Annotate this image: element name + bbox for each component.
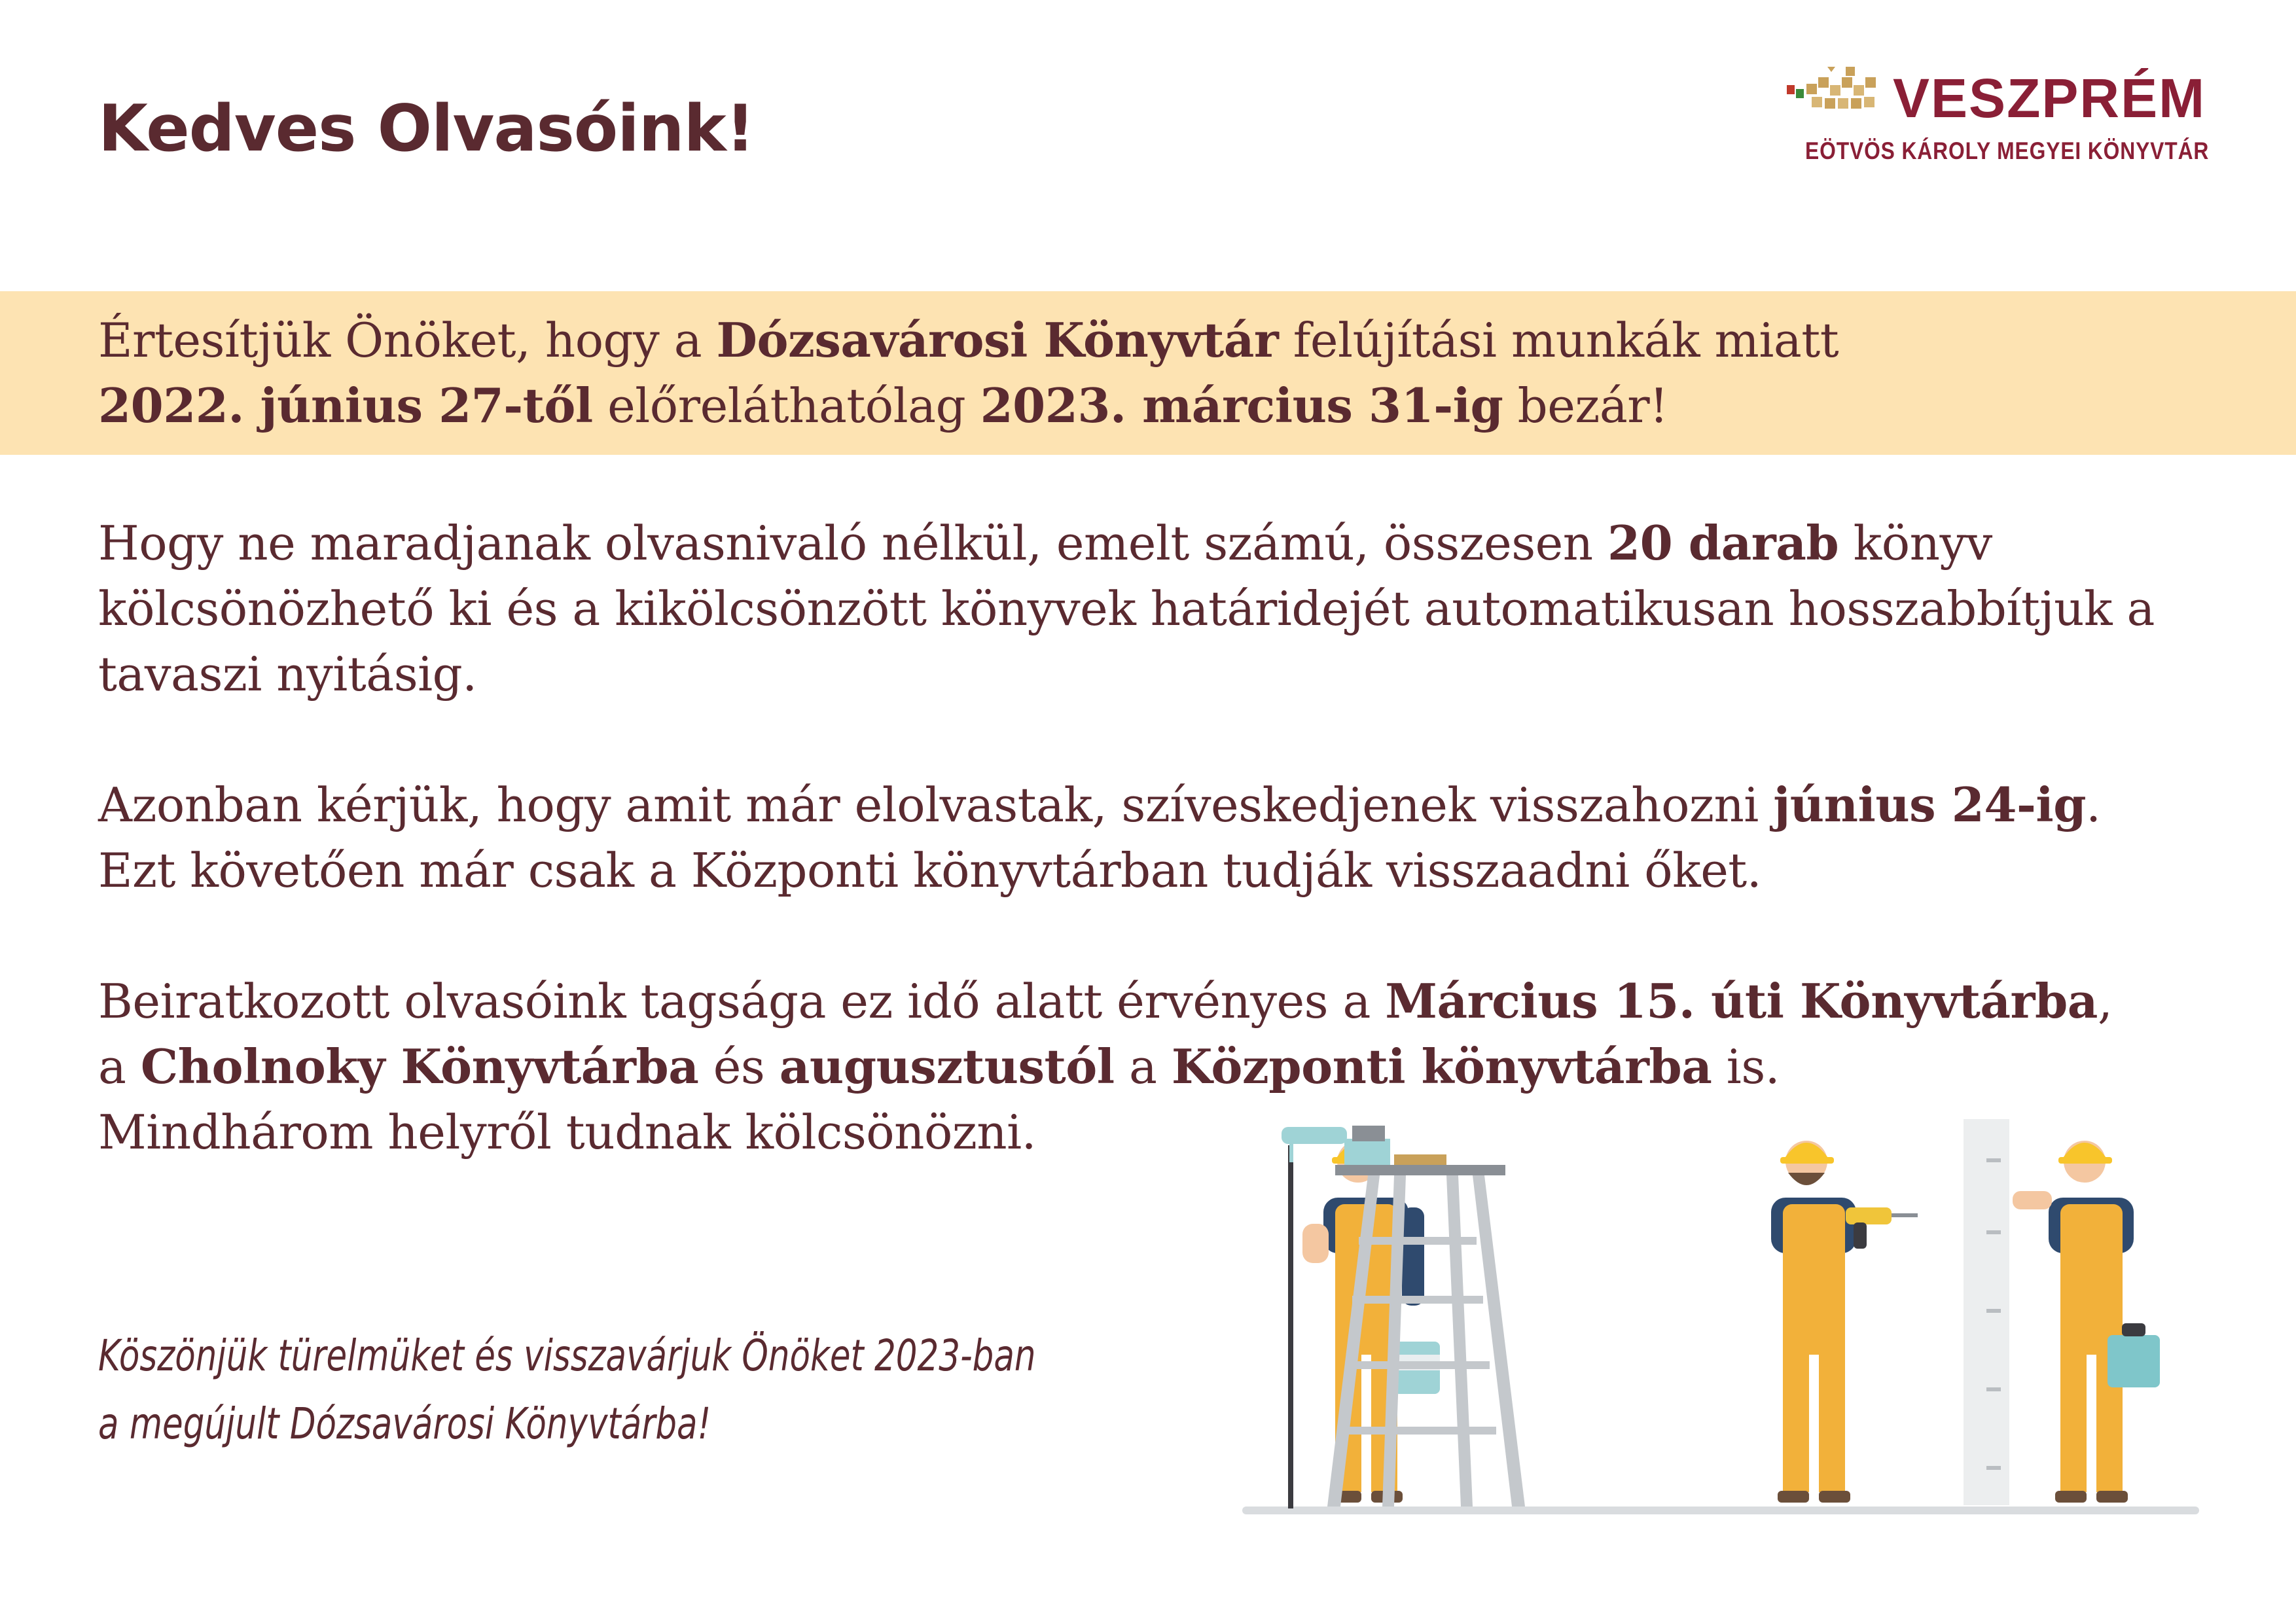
library-logo xyxy=(1787,65,2210,170)
library-name: Dózsavárosi Könyvtár xyxy=(716,312,1279,368)
wall-panel xyxy=(1964,1119,2009,1505)
thank-you-note: Köszönjük türelmüket és visszavárjuk Önöket 2023-ban a megújult Dózsavárosi Könyvtárba! xyxy=(98,1330,1036,1449)
membership-info-paragraph: Beiratkozott olvasóink tagsága ez idő alatt érvényes a Március 15. úti Könyvtárba, a Cholnoky Könyvtárba és augusztustól a Központi könyvtárba is. Mindhárom helyről tudnak kölcsönözni. xyxy=(98,973,2113,1160)
closing-date: 2022. június 27-től xyxy=(98,378,593,433)
logo-emblem-icon xyxy=(1787,65,1885,124)
ground-line xyxy=(1242,1507,2199,1514)
worker-driller xyxy=(1771,1141,1918,1503)
return-deadline: június 24-ig xyxy=(1773,777,2087,832)
loan-info-paragraph: Hogy ne maradjanak olvasnivaló nélkül, emelt számú, összesen 20 darab könyv kölcsönözhető ki és a kikölcsönzött könyvek határidejét automatikusan hosszabbítjuk a tavaszi nyitásig. xyxy=(98,515,2155,702)
branch-central: Központi könyvtárba xyxy=(1171,1039,1712,1094)
branch-marcius: Március 15. úti Könyvtárba xyxy=(1385,973,2098,1029)
construction-workers-illustration xyxy=(1230,1099,2212,1525)
return-info-paragraph: Azonban kérjük, hogy amit már elolvastak, szíveskedjenek visszahozni június 24-ig. Ezt követően már csak a Központi könyvtárban tudják visszaadni őket. xyxy=(98,777,2101,898)
greeting-heading: Kedves Olvasóink! xyxy=(98,92,755,166)
closure-notice: Értesítjük Önöket, hogy a Dózsavárosi Könyvtár felújítási munkák miatt 2022. június 27-től előreláthatólag 2023. március 31-ig bezár! xyxy=(98,312,1839,433)
august-label: augusztustól xyxy=(779,1039,1115,1094)
branch-cholnoky: Cholnoky Könyvtárba xyxy=(140,1039,699,1094)
logo-brand-name: VESZPRÉM xyxy=(1893,67,2206,129)
reopening-date: 2023. március 31-ig xyxy=(980,378,1503,433)
logo-subtitle: EÖTVÖS KÁROLY MEGYEI KÖNYVTÁR xyxy=(1805,137,2210,164)
worker-builder xyxy=(2013,1141,2160,1503)
book-count: 20 darab xyxy=(1607,515,1839,571)
